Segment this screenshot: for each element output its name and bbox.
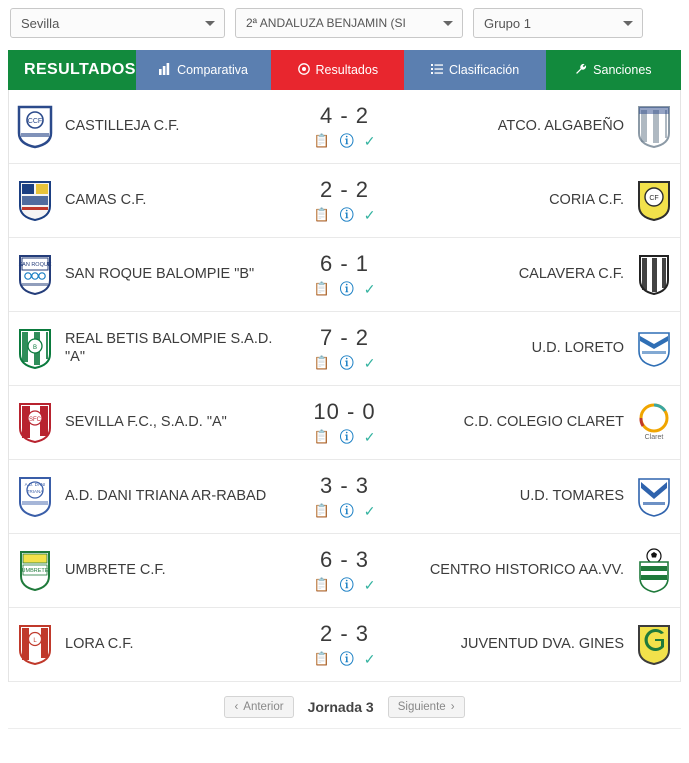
- match-score: 7 - 2: [319, 325, 370, 351]
- info-icon[interactable]: ⓘ: [339, 576, 354, 593]
- away-crest-icon: [634, 622, 674, 668]
- match-row[interactable]: [9, 608, 680, 682]
- score-cell: [285, 400, 405, 444]
- row-actions: [285, 651, 405, 667]
- pagination: [8, 682, 681, 728]
- info-icon[interactable]: ⓘ: [339, 132, 354, 149]
- svg-text:CCF: CCF: [27, 117, 43, 125]
- match-score: 2 - 2: [319, 177, 370, 203]
- tab-comparativa-label: Comparativa: [177, 63, 248, 77]
- score-cell: [285, 548, 405, 592]
- match-score: 6 - 3: [319, 547, 370, 573]
- copy-icon[interactable]: 📋: [313, 355, 330, 371]
- score-cell: [285, 326, 405, 370]
- tab-sanciones-label: Sanciones: [593, 63, 652, 77]
- target-icon: [298, 63, 310, 77]
- prev-button-label: Anterior: [243, 701, 284, 713]
- away-team-name: ATCO. ALGABEÑO: [497, 117, 624, 134]
- tab-comparativa[interactable]: [136, 50, 271, 90]
- row-actions: [285, 429, 405, 445]
- score-cell: [285, 178, 405, 222]
- copy-icon[interactable]: 📋: [313, 281, 330, 297]
- footer-divider: [8, 728, 681, 737]
- home-crest-icon: [15, 178, 55, 224]
- copy-icon[interactable]: 📋: [313, 207, 330, 223]
- score-cell: [285, 104, 405, 148]
- prev-button[interactable]: [224, 696, 293, 718]
- away-team-name: CALAVERA C.F.: [518, 265, 624, 282]
- info-icon[interactable]: ⓘ: [339, 206, 354, 223]
- competition-select[interactable]: [235, 8, 463, 38]
- home-team-name: LORA C.F.: [65, 635, 134, 652]
- copy-icon[interactable]: 📋: [313, 429, 330, 445]
- match-row[interactable]: [9, 238, 680, 312]
- check-icon[interactable]: ✓: [363, 502, 376, 519]
- home-team-name: SAN ROQUE BALOMPIE "B": [65, 265, 255, 282]
- match-score: 4 - 2: [319, 103, 370, 129]
- away-team-name: U.D. LORETO: [531, 339, 624, 356]
- away-team-name: C.D. COLEGIO CLARET: [463, 413, 624, 430]
- svg-text:UMBRETE: UMBRETE: [21, 567, 49, 574]
- chevron-down-icon: [205, 21, 215, 26]
- svg-text:SFC: SFC: [29, 416, 41, 423]
- home-crest-icon: [15, 622, 55, 668]
- chevron-down-icon: [623, 21, 633, 26]
- svg-text:B: B: [32, 344, 38, 351]
- check-icon[interactable]: ✓: [363, 428, 376, 445]
- away-crest-icon: [634, 548, 674, 594]
- row-actions: [285, 355, 405, 371]
- home-crest-icon: [15, 252, 55, 298]
- home-crest-icon: [15, 326, 55, 372]
- tab-clasificacion[interactable]: [404, 50, 545, 90]
- chevron-right-icon: ›: [450, 701, 455, 713]
- svg-text:CF: CF: [649, 194, 659, 202]
- page-title: RESULTADOS: [8, 50, 136, 90]
- wrench-icon: [575, 63, 587, 77]
- home-crest-icon: [15, 400, 55, 446]
- row-actions: [285, 577, 405, 593]
- match-row[interactable]: [9, 460, 680, 534]
- next-button[interactable]: [388, 696, 465, 718]
- home-team-name: SEVILLA F.C., S.A.D. "A": [65, 413, 227, 430]
- info-icon[interactable]: ⓘ: [339, 428, 354, 445]
- home-crest-icon: [15, 474, 55, 520]
- copy-icon[interactable]: 📋: [313, 133, 330, 149]
- away-team-name: CORIA C.F.: [549, 191, 624, 208]
- tab-resultados[interactable]: [271, 50, 404, 90]
- check-icon[interactable]: ✓: [363, 650, 376, 667]
- check-icon[interactable]: ✓: [363, 132, 376, 149]
- svg-text:SAN ROQUE: SAN ROQUE: [18, 261, 52, 268]
- match-score: 6 - 1: [319, 251, 370, 277]
- row-actions: [285, 281, 405, 297]
- away-team-name: U.D. TOMARES: [519, 487, 624, 504]
- match-row[interactable]: [9, 534, 680, 608]
- info-icon[interactable]: ⓘ: [339, 354, 354, 371]
- away-crest-icon: [634, 326, 674, 372]
- row-actions: [285, 133, 405, 149]
- info-icon[interactable]: ⓘ: [339, 280, 354, 297]
- home-crest-icon: [15, 548, 55, 594]
- check-icon[interactable]: ✓: [363, 206, 376, 223]
- svg-text:L: L: [33, 637, 37, 644]
- tab-resultados-label: Resultados: [315, 63, 379, 77]
- away-crest-icon: [634, 104, 674, 150]
- score-cell: [285, 474, 405, 518]
- match-row[interactable]: [9, 386, 680, 460]
- copy-icon[interactable]: 📋: [313, 577, 330, 593]
- home-team-name: REAL BETIS BALOMPIE S.A.D. "A": [65, 331, 273, 365]
- away-crest-icon: [634, 400, 674, 446]
- tab-clasificacion-label: Clasificación: [448, 63, 520, 77]
- list-icon: [431, 63, 443, 77]
- match-score: 2 - 3: [319, 621, 370, 647]
- home-team-name: UMBRETE C.F.: [65, 561, 166, 578]
- province-select-value: Sevilla: [21, 15, 60, 31]
- match-row[interactable]: [9, 90, 680, 164]
- tab-sanciones[interactable]: [546, 50, 681, 90]
- away-team-name: JUVENTUD DVA. GINES: [460, 635, 624, 652]
- check-icon[interactable]: ✓: [363, 354, 376, 371]
- home-team-name: CASTILLEJA C.F.: [65, 117, 180, 134]
- copy-icon[interactable]: 📋: [313, 651, 330, 667]
- svg-text:A.D. DANI: A.D. DANI: [24, 481, 46, 487]
- check-icon[interactable]: ✓: [363, 280, 376, 297]
- next-button-label: Siguiente: [397, 701, 446, 713]
- home-team-name: CAMAS C.F.: [65, 191, 147, 208]
- away-team-name: CENTRO HISTORICO AA.VV.: [429, 561, 624, 578]
- match-score: 10 - 0: [313, 399, 376, 425]
- match-row[interactable]: [9, 312, 680, 386]
- match-list: [8, 90, 681, 682]
- away-crest-icon: [634, 178, 674, 224]
- row-actions: [285, 207, 405, 223]
- group-select-value: Grupo 1: [484, 15, 531, 31]
- group-select[interactable]: [473, 8, 643, 38]
- chevron-down-icon: [443, 21, 453, 26]
- home-crest-icon: [15, 104, 55, 150]
- match-row[interactable]: [9, 164, 680, 238]
- info-icon[interactable]: ⓘ: [339, 502, 354, 519]
- tab-bar: [8, 50, 681, 90]
- row-actions: [285, 503, 405, 519]
- svg-text:TRIANA: TRIANA: [26, 488, 44, 494]
- chevron-left-icon: ‹: [234, 701, 239, 713]
- province-select[interactable]: [10, 8, 225, 38]
- score-cell: [285, 252, 405, 296]
- svg-text:Claret: Claret: [644, 433, 664, 441]
- info-icon[interactable]: ⓘ: [339, 650, 354, 667]
- score-cell: [285, 622, 405, 666]
- bar-chart-icon: [159, 63, 171, 77]
- away-crest-icon: [634, 474, 674, 520]
- competition-select-value: 2ª ANDALUZA BENJAMIN (SI: [246, 16, 406, 30]
- filter-bar: [0, 0, 689, 46]
- home-team-name: A.D. DANI TRIANA AR-RABAD: [65, 487, 267, 504]
- current-matchday-label: Jornada 3: [307, 699, 374, 715]
- copy-icon[interactable]: 📋: [313, 503, 330, 519]
- away-crest-icon: [634, 252, 674, 298]
- match-score: 3 - 3: [319, 473, 370, 499]
- check-icon[interactable]: ✓: [363, 576, 376, 593]
